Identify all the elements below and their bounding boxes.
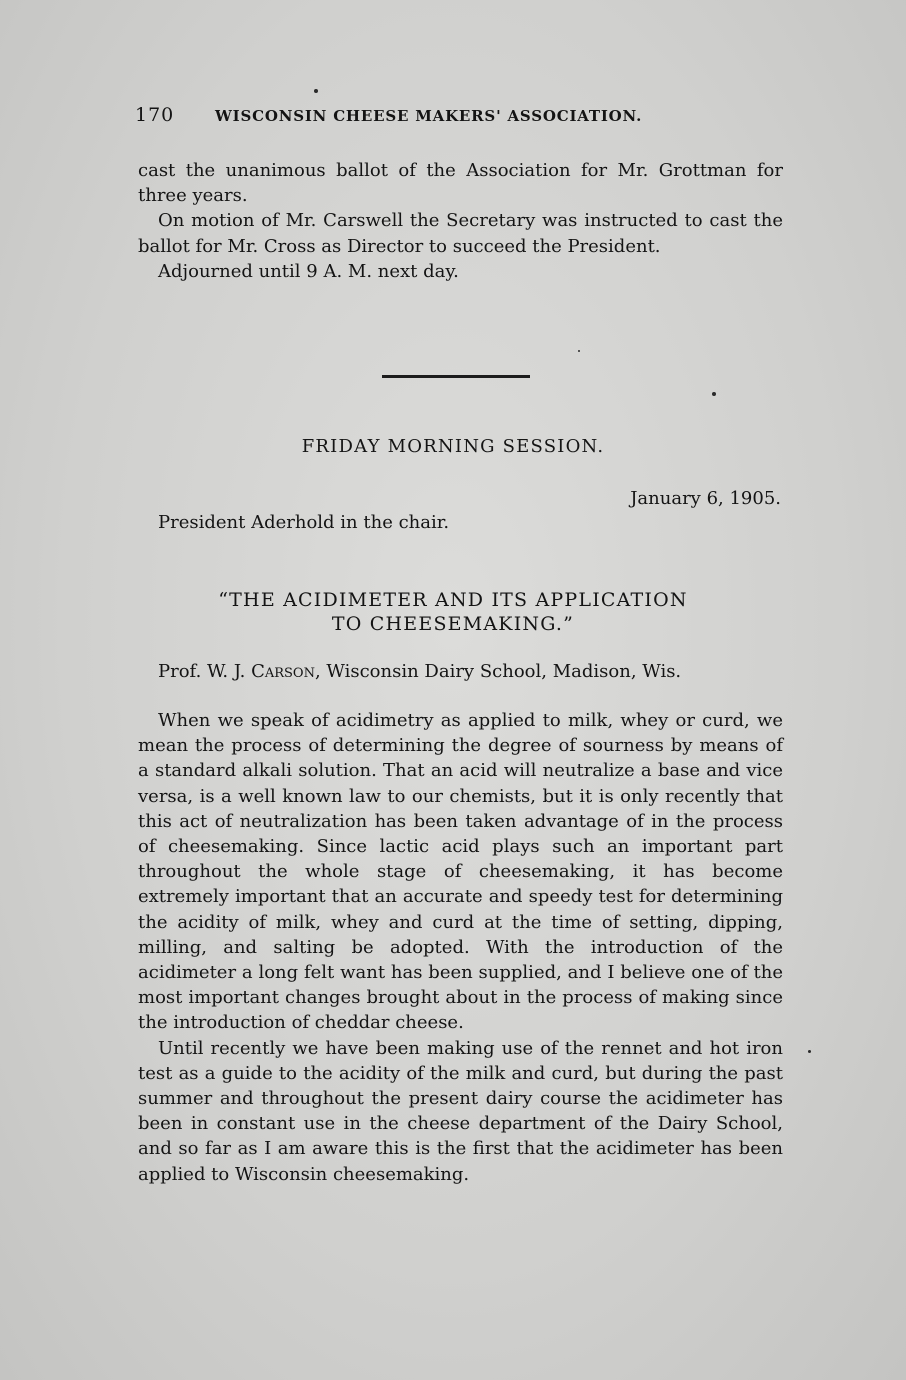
paragraph-motion: On motion of Mr. Carswell the Secretary was instructed to cast the ballot for Mr. Cross as Director to succeed the President. xyxy=(138,210,783,257)
article-paragraph-1: When we speak of acidimetry as applied to milk, whey or curd, we mean the process of determining the degree of sourness by means of a standard alkali solution. That an acid will neutralize a base and vice versa, is a well known law to our chemists, but it is only recently that this act of neutralization has been taken advantage of in the process of cheesemaking. Since lactic acid plays such an important part throughout the whole stage of cheesemaking, it has become extremely important that an accurate and speedy test for determining the acidity of milk, whey and curd at the time of setting, dipping, milling, and salting be adopted. With the introduction of the acidimeter a long felt want has been supplied, and I believe one of the most important changes brought about in the process of making since the introduction of cheddar cheese. xyxy=(138,710,783,1034)
article-body xyxy=(138,708,783,1187)
article-title-line-1: “THE ACIDIMETER AND ITS APPLICATION xyxy=(218,589,688,611)
page-number: 170 xyxy=(135,104,175,126)
author-affiliation: , Wisconsin Dairy School, Madison, Wis. xyxy=(314,661,682,682)
article-title-line-2: TO CHEESEMAKING.” xyxy=(331,613,575,635)
article-title xyxy=(0,588,906,636)
article-paragraph-2: Until recently we have been making use of the rennet and hot iron test as a guide to the acidity of the milk and curd, but during the past summer and throughout the present dairy course the acidimeter has been in constant use in the cheese department of the Dairy School, and so far as I am aware this is the first that the acidimeter has been applied to Wisconsin cheesemaking. xyxy=(138,1037,783,1185)
top-section xyxy=(138,158,783,284)
running-head xyxy=(135,104,785,134)
running-head-title: WISCONSIN CHEESE MAKERS' ASSOCIATION. xyxy=(215,107,643,125)
author-prefix: Prof. W. J. xyxy=(158,661,252,682)
paragraph-adjourned: Adjourned until 9 A. M. next day. xyxy=(158,260,459,282)
speck-mark xyxy=(712,392,716,396)
session-chair: President Aderhold in the chair. xyxy=(158,512,450,533)
author-name: Carson xyxy=(251,661,315,682)
section-divider xyxy=(382,375,530,378)
speck-mark xyxy=(314,89,318,93)
paragraph-ballot: cast the unanimous ballot of the Association for Mr. Grottman for three years. xyxy=(138,160,783,207)
session-heading: FRIDAY MORNING SESSION. xyxy=(301,436,605,457)
speck-mark xyxy=(578,350,580,352)
author-line xyxy=(158,661,681,682)
session-date: January 6, 1905. xyxy=(630,488,781,509)
speck-mark xyxy=(808,1050,811,1053)
